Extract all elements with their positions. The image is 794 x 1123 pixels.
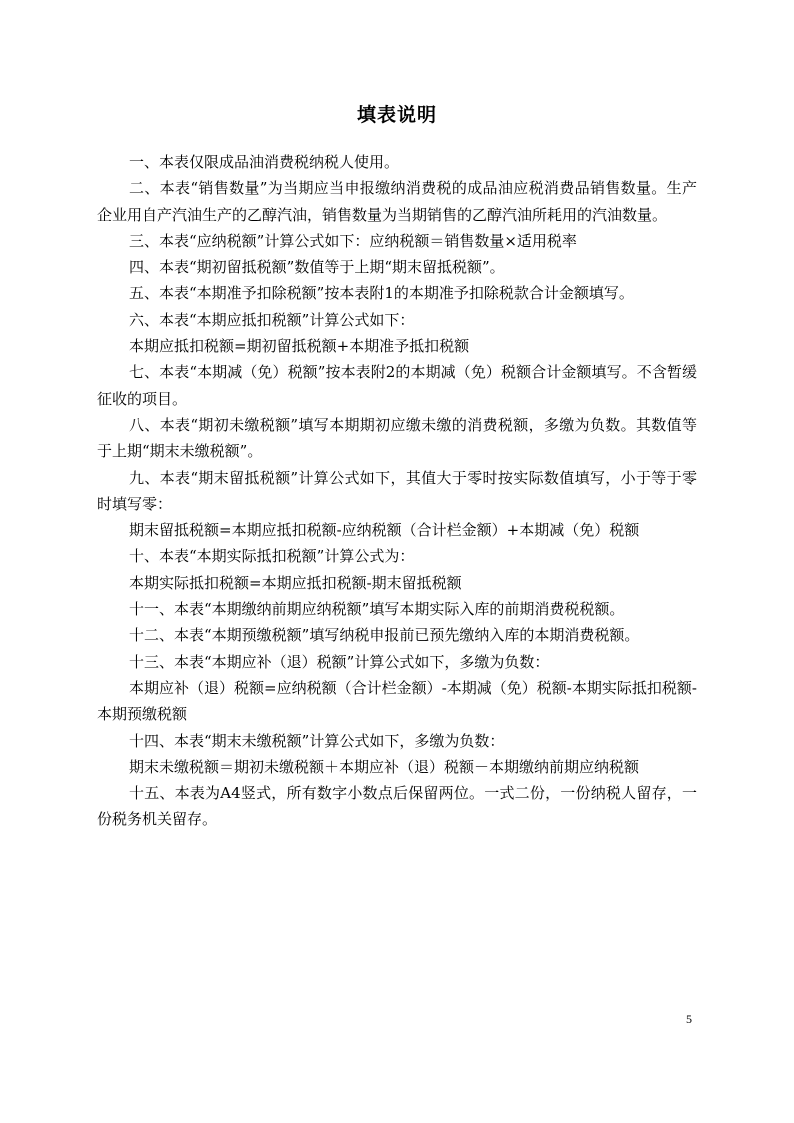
instruction-paragraph: 六、本表“本期应抵扣税额”计算公式如下： (129, 310, 415, 329)
instruction-paragraph: 十二、本表“本期预缴税额”填写纳税申报前已预先缴纳入库的本期消费税额。 (129, 626, 640, 645)
instruction-paragraph: 十四、本表“期末未缴税额”计算公式如下，多缴为负数： (129, 731, 505, 750)
page-number: 5 (686, 1012, 692, 1026)
formula-line: 本期应补（退）税额=应纳税额（合计栏金额）-本期减（免）税额-本期实际抵扣税额-本期预缴税额 (97, 678, 697, 724)
instructions-body (97, 149, 697, 833)
instruction-paragraph: 五、本表“本期准予扣除税额”按本表附1的本期准予扣除税款合计金额填写。 (129, 284, 634, 303)
instruction-paragraph: 十三、本表“本期应补（退）税额”计算公式如下，多缴为负数： (129, 652, 550, 671)
instruction-paragraph: 四、本表“期初留抵税额”数值等于上期“期末留抵税额”。 (129, 258, 505, 277)
instruction-paragraph: 八、本表“期初未缴税额”填写本期期初应缴未缴的消费税额，多缴为负数。其数值等于上期“期末未缴税额”。 (97, 415, 697, 461)
page-title: 填表说明 (356, 104, 437, 126)
formula-line: 期末留抵税额=本期应抵扣税额-应纳税额（合计栏金额）+本期减（免）税额 (129, 521, 640, 540)
formula-line: 期末未缴税额＝期初未缴税额＋本期应补（退）税额－本期缴纳前期应纳税额 (129, 757, 640, 776)
instruction-paragraph: 三、本表“应纳税额”计算公式如下：应纳税额＝销售数量×适用税率 (129, 231, 577, 250)
instruction-paragraph: 一、本表仅限成品油消费税纳税人使用。 (129, 153, 400, 171)
instruction-paragraph: 十一、本表“本期缴纳前期应纳税额”填写本期实际入库的前期消费税税额。 (129, 600, 625, 619)
instruction-paragraph: 七、本表“本期减（免）税额”按本表附2的本期减（免）税额合计金额填写。不含暂缓征收的项目。 (97, 363, 697, 408)
formula-line: 本期应抵扣税额=期初留抵税额+本期准予抵扣税额 (129, 337, 470, 356)
instruction-paragraph: 十、本表“本期实际抵扣税额”计算公式为： (129, 547, 415, 566)
instruction-paragraph: 九、本表“期末留抵税额”计算公式如下，其值大于零时按实际数值填写，小于等于零时填写零： (97, 468, 697, 513)
instruction-paragraph: 十五、本表为A4竖式，所有数字小数点后保留两位。一式二份，一份纳税人留存，一份税务机关留存。 (97, 784, 697, 829)
formula-line: 本期实际抵扣税额=本期应抵扣税额-期末留抵税额 (129, 573, 462, 592)
instruction-paragraph: 二、本表“销售数量”为当期应当申报缴纳消费税的成品油应税消费品销售数量。生产企业用自产汽油生产的乙醇汽油，销售数量为当期销售的乙醇汽油所耗用的汽油数量。 (97, 179, 697, 224)
